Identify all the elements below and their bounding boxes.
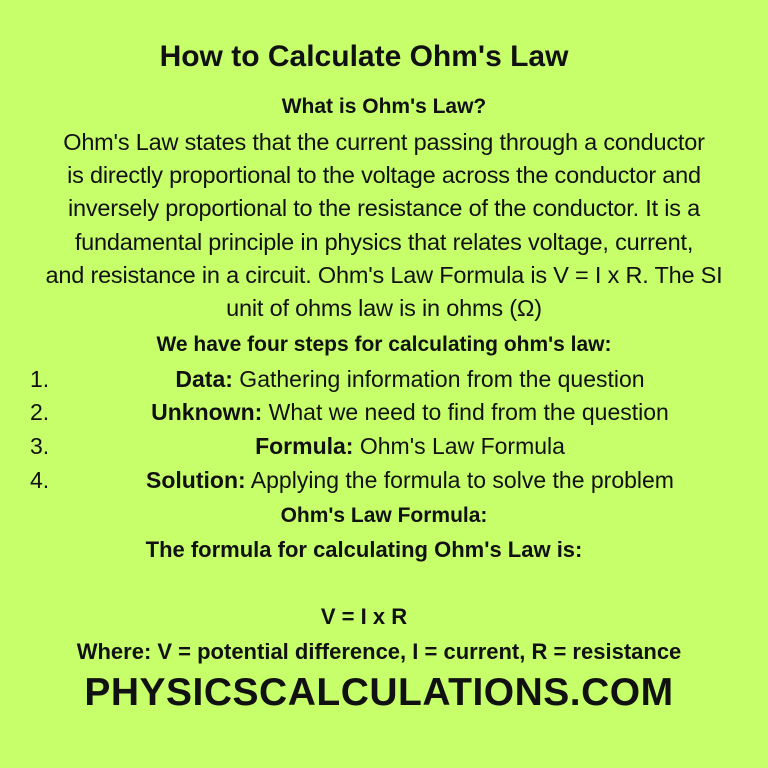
website-name: PHYSICSCALCULATIONS.COM	[84, 671, 674, 714]
list-item	[0, 469, 768, 497]
paragraph-line: Ohm's Law states that the current passing through a conductor	[63, 129, 705, 155]
page-title: How to Calculate Ohm's Law	[159, 40, 569, 73]
step-number: 2.	[30, 399, 50, 425]
step-label: Formula:	[255, 433, 354, 459]
paragraph-line: and resistance in a circuit. Ohm's Law Formula is V = I x R. The SI	[45, 262, 723, 288]
list-item	[0, 401, 768, 429]
section-heading: What is Ohm's Law?	[281, 95, 487, 118]
step-number: 3.	[30, 433, 50, 459]
step-text: Applying the formula to solve the problem	[245, 467, 674, 493]
paragraph-line: unit of ohms law is in ohms (Ω)	[226, 295, 542, 321]
paragraph-line: is directly proportional to the voltage across the conductor and	[67, 162, 701, 188]
steps-heading: We have four steps for calculating ohm's law:	[156, 333, 612, 356]
step-number: 4.	[30, 467, 50, 493]
formula-heading: Ohm's Law Formula:	[280, 504, 488, 527]
list-item	[0, 435, 768, 463]
list-item	[0, 368, 768, 396]
formula: V = I x R	[320, 604, 408, 629]
paragraph-line: fundamental principle in physics that relates voltage, current,	[74, 229, 694, 255]
step-text: Gathering information from the question	[232, 366, 645, 392]
formula-intro: The formula for calculating Ohm's Law is:	[145, 537, 583, 562]
step-label: Unknown:	[151, 399, 263, 425]
step-label: Solution:	[146, 467, 246, 493]
step-text: What we need to find from the question	[262, 399, 669, 425]
step-label: Data:	[175, 366, 233, 392]
variable-definitions: Where: V = potential difference, I = current, R = resistance	[76, 639, 682, 664]
paragraph-line: inversely proportional to the resistance of the conductor. It is a	[67, 195, 701, 221]
step-number: 1.	[30, 366, 50, 392]
step-text: Ohm's Law Formula	[353, 433, 565, 459]
